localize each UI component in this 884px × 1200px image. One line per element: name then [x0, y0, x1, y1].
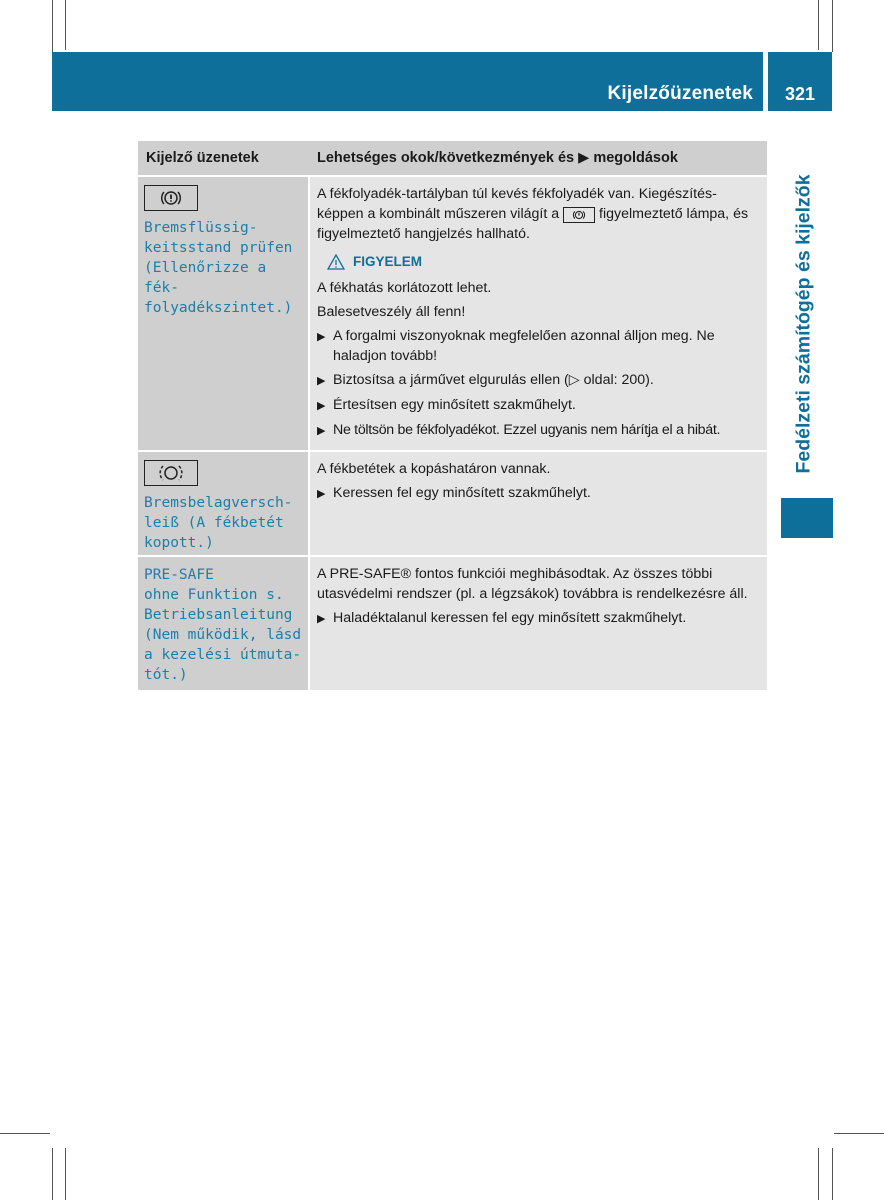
brake-warning-icon	[563, 207, 595, 223]
page-number-box	[768, 52, 832, 111]
header-bar	[52, 52, 763, 111]
warning-triangle-icon	[327, 254, 345, 270]
brake-warning-icon	[144, 185, 198, 211]
cause-cell	[310, 452, 767, 555]
warning-text: A fékhatás korlátozott lehet.	[317, 280, 492, 296]
message-cell	[138, 452, 308, 555]
crop-mark	[65, 0, 66, 50]
cause-cell	[310, 557, 767, 690]
list-item: ▶ A forgalmi viszonyoknak megfelelően azonnal álljon meg. Ne haladjon tovább!	[317, 328, 715, 364]
cause-text: A PRE-SAFE® fontos funkciói meghibásodtak. Az összes többi utasvédelmi rendszer (pl. a légzsákok) továbbra is rendelkezésre áll.	[317, 566, 748, 602]
cause-text: figyelmeztető lámpa, és figyelmeztető hangjelzés hallható.	[317, 206, 749, 242]
display-message: PRE-SAFE ohne Funktion s. Betriebsanleitung (Nem működik, lásd a kezelési útmuta- tót.)	[144, 567, 302, 683]
col-header-messages: Kijelző üzenetek	[146, 150, 259, 166]
crop-mark	[832, 1148, 833, 1200]
warning-text: Balesetveszély áll fenn!	[317, 304, 466, 320]
cause-text: A fékbetétek a kopáshatáron vannak.	[317, 461, 551, 477]
crop-mark	[52, 1148, 53, 1200]
page-title: Kijelzőüzenetek	[607, 83, 753, 104]
list-item: ▶ Értesítsen egy minősített szakműhelyt.	[317, 395, 760, 416]
bullet-arrow-icon: ▶	[317, 400, 326, 412]
display-message: Bremsbelagversch- leiß (A fékbetét kopott.)	[144, 495, 293, 551]
table-row	[138, 175, 767, 450]
bullet-arrow-icon: ▶	[317, 331, 326, 343]
message-cell	[138, 557, 308, 690]
list-item: ▶ Keressen fel egy minősített szakműhelyt.	[317, 483, 760, 504]
table-row	[138, 450, 767, 555]
warning-label: FIGYELEM	[353, 254, 423, 269]
crop-mark	[834, 1133, 884, 1134]
crop-mark	[832, 0, 833, 52]
side-chapter-title	[775, 160, 833, 488]
list-item: ▶ Ne töltsön be fékfolyadékot. Ezzel ugyanis nem hárítja el a hibát.	[317, 420, 760, 441]
bullet-arrow-icon: ▶	[317, 425, 326, 437]
crop-mark	[0, 1133, 50, 1134]
page-number: 321	[784, 84, 816, 104]
brake-pad-wear-icon	[144, 460, 198, 486]
side-chapter-label: Fedélzeti számítógép és kijelzők	[792, 174, 815, 474]
crop-mark	[52, 0, 53, 52]
chapter-tab-marker	[781, 498, 833, 538]
table-header	[138, 141, 767, 175]
col-header-causes: Lehetséges okok/következmények és ▶ megoldások	[317, 150, 678, 166]
crop-mark	[818, 0, 819, 50]
cause-text: A fékfolyadék-tartályban túl kevés fékfolyadék van. Kiegészítés-képpen a kombinált műszeren világít a	[317, 186, 717, 222]
list-item: ▶ Biztosítsa a járművet elgurulás ellen (▷ oldal: 200).	[317, 370, 760, 391]
crop-mark	[818, 1148, 819, 1200]
crop-mark	[65, 1148, 66, 1200]
message-cell	[138, 177, 308, 450]
bullet-arrow-icon: ▶	[317, 375, 326, 387]
cause-cell	[310, 177, 767, 450]
list-item: ▶ Haladéktalanul keressen fel egy minősített szakműhelyt.	[317, 608, 760, 629]
bullet-arrow-icon: ▶	[317, 488, 326, 500]
bullet-arrow-icon: ▶	[317, 613, 326, 625]
display-message: Bremsflüssig- keitsstand prüfen (Ellenőrizze a fék- folyadékszintet.)	[144, 220, 293, 316]
table-row	[138, 555, 767, 690]
messages-table	[138, 141, 767, 690]
warning-heading	[327, 252, 760, 272]
